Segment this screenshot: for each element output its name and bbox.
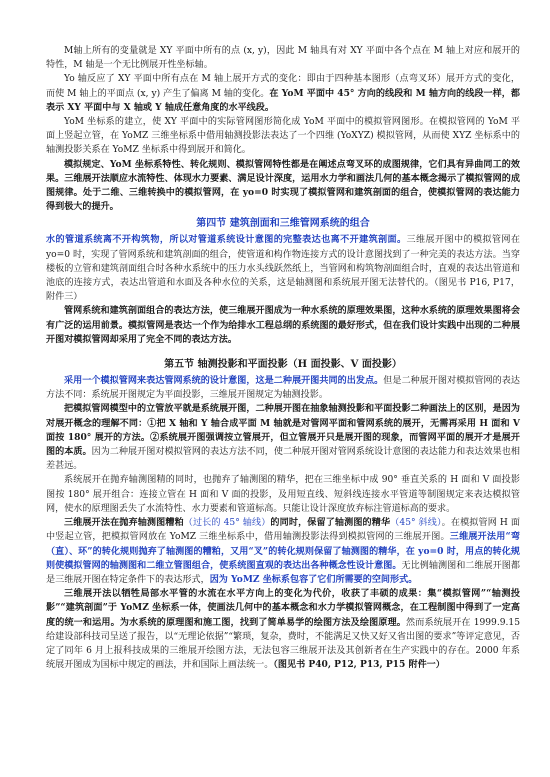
results-emphasis: 三维展开法以牺牲局部水平管的水流在水平方向上的变化为代价，收获了丰硕的成果：集“模拟管网”“轴测投影”“建筑剖面”于 YoMZ 坐标系一体，使画法几何中的基本概念和水力学模拟管网概念，在工程制图中得到了一定高度的统一和运用。为水系统的原理图和施工图，找到了简单易学的绘图方法及绘图原理。 xyxy=(46,588,520,628)
paragraph-m-axis: M轴上所有的变量就是 XY 平面中所有的点 (x, y)，因此 M 轴具有对 XY 平面中各个点在 M 轴上对应和展开的特性，M 轴是一个无比例展开性坐标轴。 xyxy=(46,46,520,71)
3d-expansion-note-1: （过长的 45° 轴线） xyxy=(183,518,271,529)
paragraph-simulation-rules: 模拟规定、YoM 坐标系特性、转化规则、模拟管网特性都是在阐述点弯叉环的成图规律，它们具有异曲同工的效果。三维展开法顺应水流特性、体现水力要素、满足设计深度，运用水力学和画法几何的基本概念揭示了模拟管网的成图规律。处于二维、三维转换中的模拟管网，在 yo=0 时实现了模拟管网和建筑剖面的组合，使模拟管网的表达能力得到极大的提升。 xyxy=(46,158,520,213)
paragraph-design-intent xyxy=(46,374,520,402)
design-intent-lead: 采用一个模拟管网来表达管网系统的设计意图，这是二种展开图共同的出发点。 xyxy=(64,375,384,387)
3d-expansion-reason: 因为 YoMZ 坐标系包容了它们所需要的空间形式。 xyxy=(209,573,418,585)
paragraph-riser-expansion xyxy=(46,402,520,473)
section-heading-5: 第五节 轴测投影和平面投影（H 面投影、V 面投影） xyxy=(164,359,402,371)
3d-expansion-note-2: （45° 斜线） xyxy=(390,518,442,529)
design-intent-text: 但是二种展开图对模拟管网的表达方法不同：系统展开图规定为平面投影，三维展开图规定为轴测投影。 xyxy=(46,376,520,401)
paragraph-principle-effect: 管网系统和建筑剖面组合的表达方法，使三维展开图成为一种水系统的原理效果图，这种水系统的原理效果图将会有广泛的运用前景。模拟管网是表达一个作为给排水工程总纲的系统图的最好形式，但在我们设计实践中出现的二种展开图对模拟管网却采用了完全不同的表达方法。 xyxy=(46,305,520,345)
yo-axis-emphasis: 在 YoM 平面中 45° 方向的线段和 M 轴方向的线段一样，都表示 XY 平面中与 X 轴或 Y 轴成任意角度的水平线段。 xyxy=(46,87,520,113)
paragraph-yom-system: YoM 坐标系的建立，使 XY 平面中的实际管网图形简化成 YoM 平面中的模拟管网图形。在模拟管网的 YoM 平面上竖起立管，在 YoMZ 三维坐标系中借用轴测投影法表达了一个四维 (YoXYZ) 模拟管网，从而使 XYZ 坐标系中的轴测投影关系在 YoMZ 坐标系中得到展开和简化。 xyxy=(46,117,520,156)
yo-axis-text: Yo 轴反应了 XY 平面中所有点在 M 轴上展开方式的变化：即由于四种基本图形（点弯叉环）展开方式的变化，而使 M 轴上的平面点 (x, y) 产生了偏离 M 轴的变化。 xyxy=(46,74,520,99)
paragraph-building-section xyxy=(46,233,520,304)
paragraph-yo-axis xyxy=(46,72,520,115)
riser-expansion-emphasis: 把模拟管网模型中的立管放平就是系统展开图，二种展开图在抽象轴测投影和平面投影二种画法上的区别，是因为对展开概念的理解不同：①把 X 轴和 Y 轴合成平面 M 轴就是对管网平面和管网系统的展开，无需再采用 H 面和 V 面按 180° 展开的方法。②系统展开图强调按立管展开，但立管展开只是展开图的现象，而管网平面的展开才是展开图的本质。 xyxy=(46,403,520,458)
results-figure-ref: （图见书 P40, P12, P13, P15 附件一） xyxy=(273,659,445,671)
building-section-lead: 水的管道系统离不开构筑物，所以对管道系统设计意图的完整表达也离不开建筑剖面。 xyxy=(46,234,407,246)
paragraph-3d-expansion xyxy=(46,516,520,587)
3d-expansion-text: 。在模拟管网 H 面中竖起立管，把模拟管网放在 YoMZ 三维坐标系中，借用轴测投影法得到模拟管网的三维展开图。 xyxy=(46,518,520,543)
building-section-text-1: 三维展开图中的模拟管网在 yo=0 时，实现了管网系统和建筑剖面的组合，使管道和构作物连接方式的设计意图找到了一种完美的表达方法。 xyxy=(46,235,520,260)
paragraph-results xyxy=(46,587,520,672)
3d-expansion-forms: 无比例轴测图和二维展开图都是三维展开图在特定条件下的表达形式， xyxy=(46,560,520,585)
results-text: 然而系统展开在 1999.9.15 给建设部科技司呈送了报告，以“无理论依据”“繁琐，复杂，费时，不能满足又快又好又省出图的要求”等评定意见，否定了同年 6 月上报科技成果的三维展开绘图方法，无法包容三维展开法及其创新者在生产实践中的存在。2000 年系统展开图成为国标中规定的画法，并和国际上画法统一。 xyxy=(46,617,520,671)
riser-expansion-text: 因为二种展开图对模拟管网的表达方法不同，使二种展开图对管网系统设计意图的表达能力和表达效果也相差甚远。 xyxy=(46,447,520,472)
building-section-text-2: 当穿楼板的立管和建筑剖面组合时各种水系统中的压力水头线跃然纸上，当管网和构筑物剖面组合时，直观的表达出管道和池底的连接方式，表达出管道和水面及各种水位的关系，这是轴测图和系统展开图无法替代的。（图见书 P16, P17，附件三） xyxy=(46,249,520,303)
3d-expansion-mid: 的同时，保留了轴测图的精华 xyxy=(270,517,391,529)
paragraph-system-expansion: 系统展开在抛弃轴测图精的同时，也抛弃了轴测图的精华，把在三维坐标中成 90° 垂直关系的 H 面和 V 面投影图按 180° 展开组合：连接立管在 H 面和 V 面的投影，及用短直线、短斜线连接水平管道等制图规定来表达模拟管网，使水的原理图丢失了水流特性、水力要素和管道标高。只能让设计深度放弃标注管道标高的要求。 xyxy=(46,475,520,514)
3d-expansion-lead: 三维展开法在抛弃轴测图糟粕 xyxy=(64,517,184,529)
3d-expansion-rules: 三维展开法用“弯（直）、环”的转化规则抛弃了轴测图的糟粕，又用“叉”的转化规则保留了轴测图的精华，在 yo=0 时，用点的转化规则使模拟管网的轴测图和二维立管图组合，使系统图直观的表达出各种概念性设计意图。 xyxy=(46,531,520,571)
section-heading-4: 第四节 建筑剖面和三维管网系统的组合 xyxy=(196,218,370,230)
